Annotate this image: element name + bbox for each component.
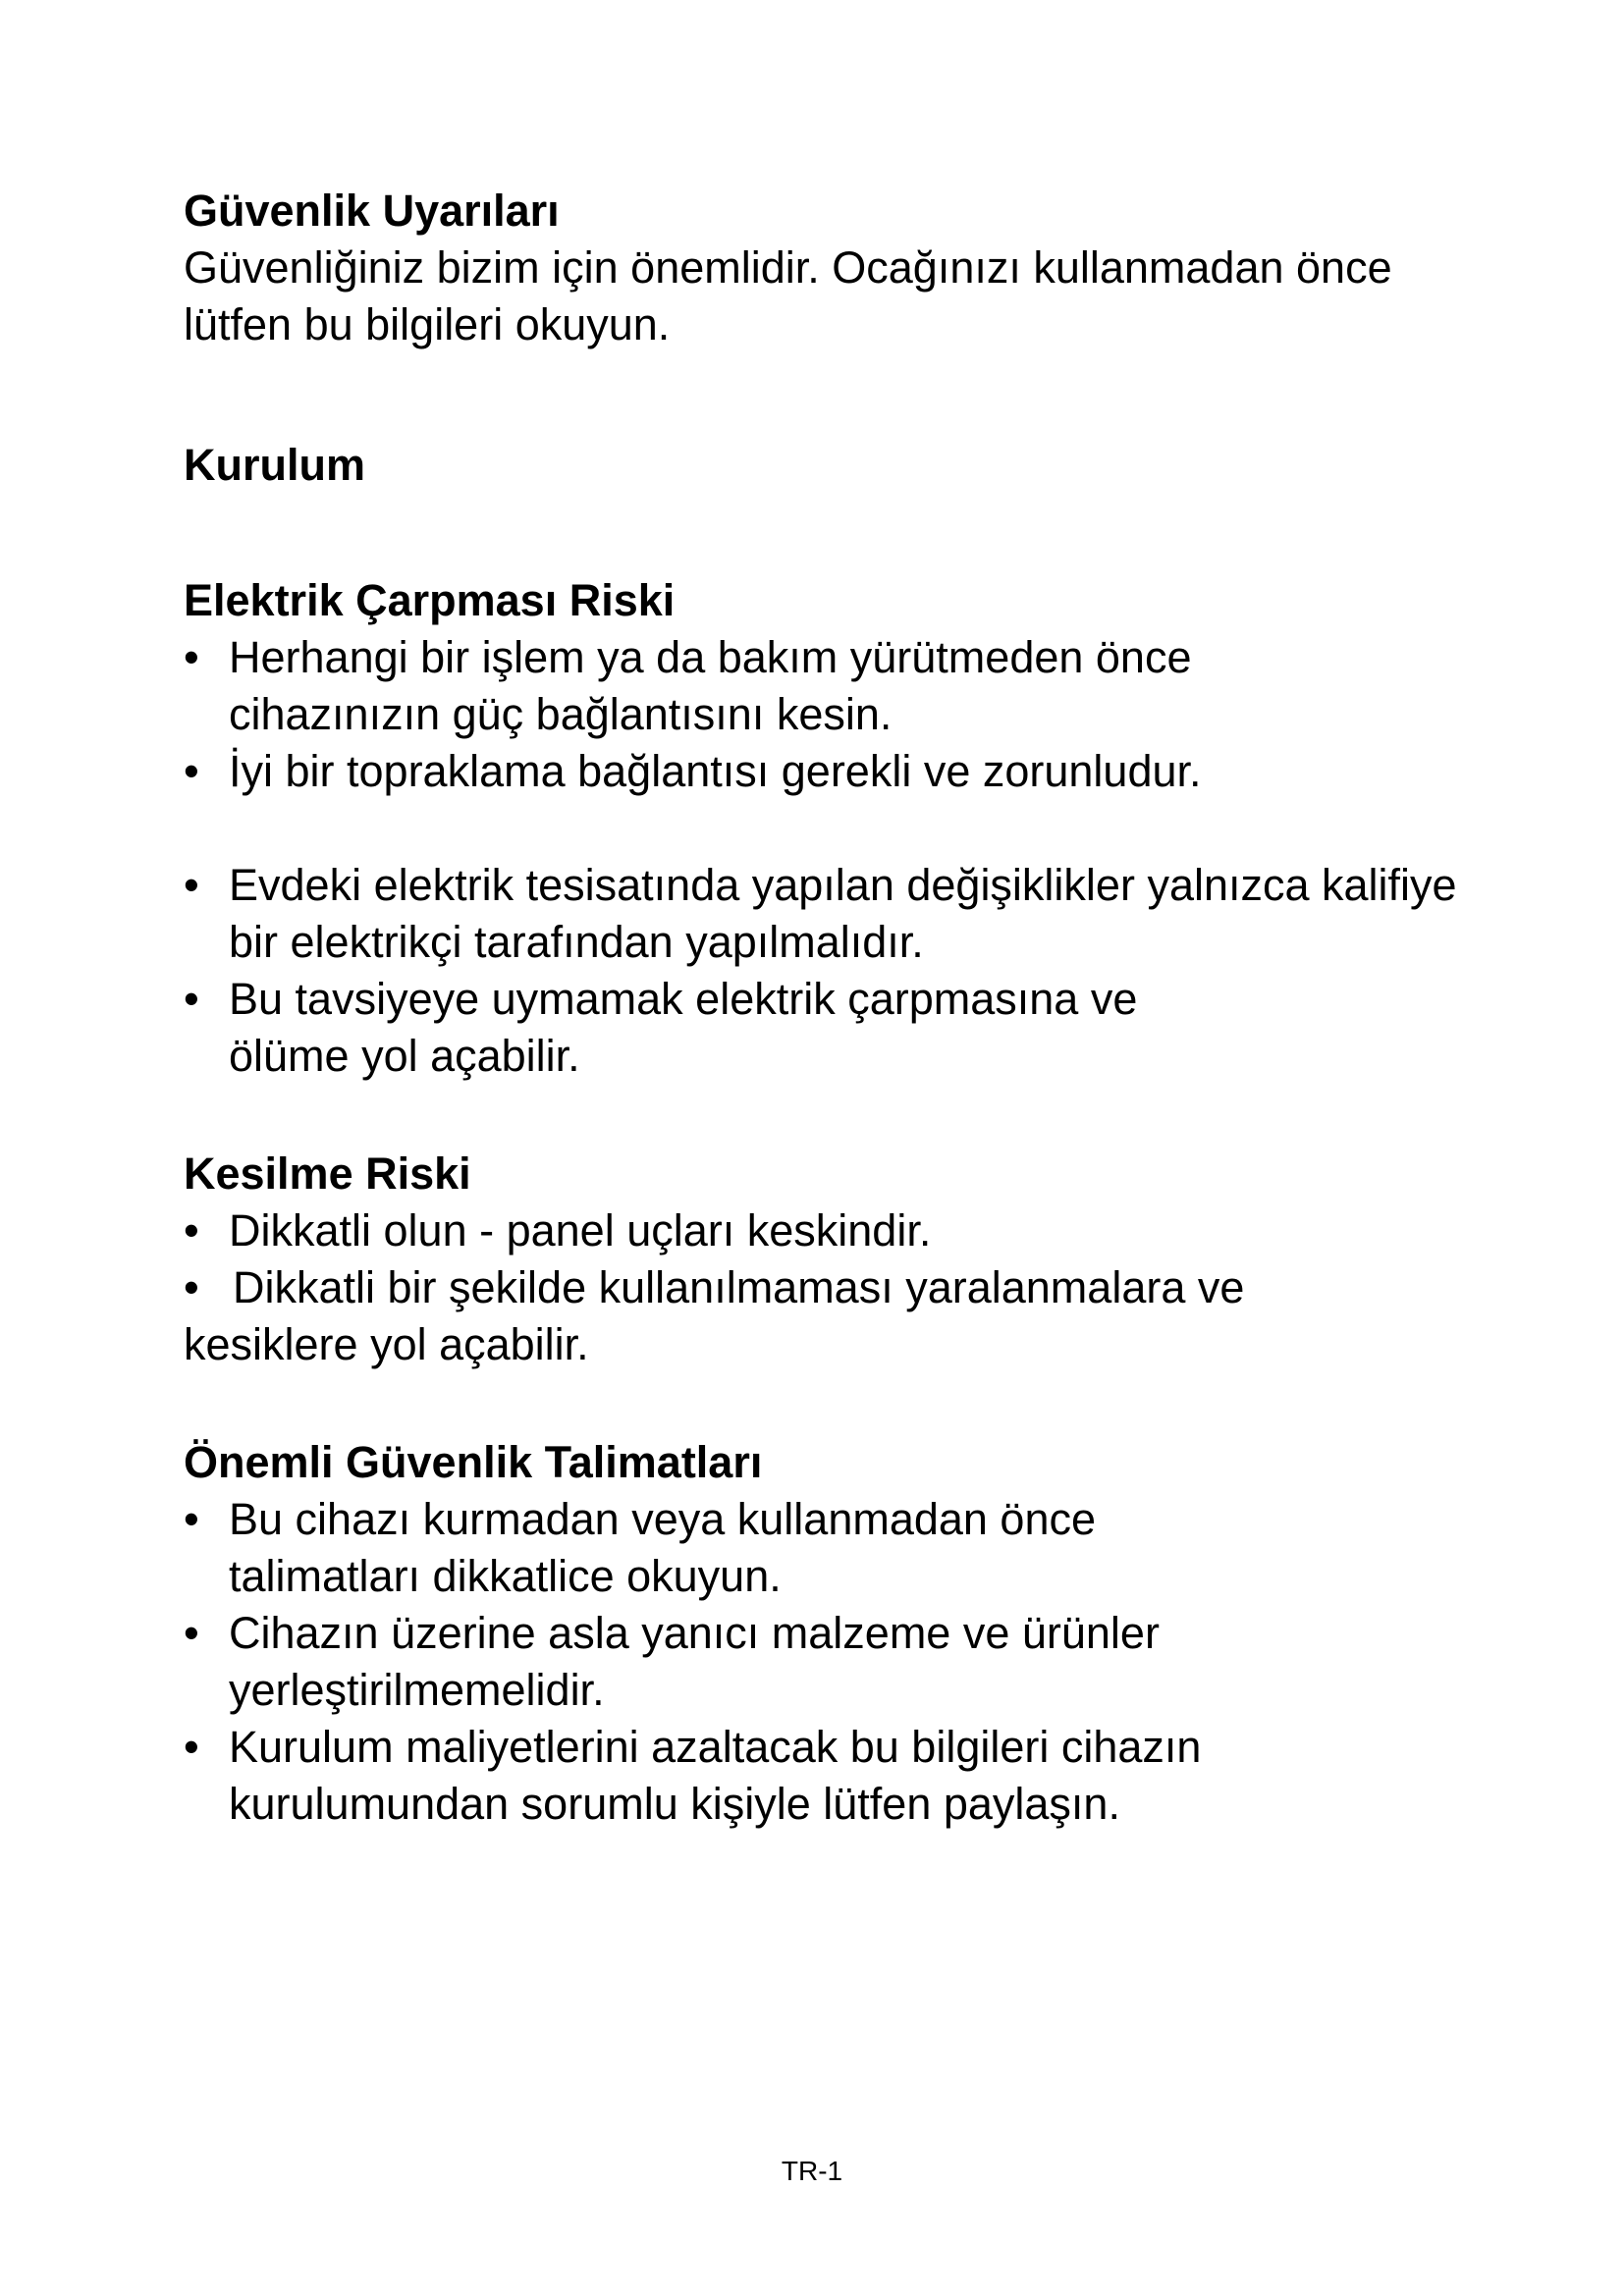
installation-heading: Kurulum [184,440,365,490]
list-item-text: Bu tavsiyeye uymamak elektrik çarpmasına ve ölüme yol açabilir. [229,974,1138,1081]
cut-risk-list [184,1202,1480,1373]
list-item [184,857,1505,971]
list-item [184,1259,1411,1373]
safety-warnings-heading: Güvenlik Uyarıları [184,186,560,236]
electric-shock-heading: Elektrik Çarpması Riski [184,575,676,625]
document-page [184,183,1480,1833]
bullet-icon: • [184,1262,199,1312]
list-item-text: Dikkatli olun - panel uçları keskindir. [229,1205,932,1255]
bullet-icon: • [184,860,199,910]
list-item [184,1605,1338,1719]
list-item [184,1202,1480,1259]
important-instructions-list [184,1491,1480,1833]
list-item-text: Bu cihazı kurmadan veya kullanmadan önce talimatları dikkatlice okuyun. [229,1494,1097,1601]
list-item-text: Herhangi bir işlem ya da bakım yürütmeden önce cihazınızın güç bağlantısını kesin. [229,632,1192,739]
list-item [184,971,1270,1085]
list-item [184,1719,1387,1833]
list-item-text: Dikkatli bir şekilde kullanılmaması yaralanmalara ve kesiklere yol açabilir. [184,1262,1245,1369]
cut-risk-section [184,1146,1480,1373]
safety-warnings-section [184,183,1480,353]
list-item-text: İyi bir topraklama bağlantısı gerekli ve zorunludur. [229,746,1202,796]
list-item [184,1491,1250,1605]
bullet-icon: • [184,1608,199,1658]
cut-risk-heading: Kesilme Riski [184,1148,471,1199]
important-instructions-heading: Önemli Güvenlik Talimatları [184,1437,763,1487]
list-item [184,743,1480,800]
electric-shock-section [184,572,1480,1085]
list-item-text: Evdeki elektrik tesisatında yapılan değişiklikler yalnızca kalifiye bir elektrikçi tarafından yapılmalıdır. [229,860,1457,967]
electric-shock-list [184,629,1480,1085]
list-item [184,629,1358,743]
list-item-text: Cihazın üzerine asla yanıcı malzeme ve ürünler yerleştirilmemelidir. [229,1608,1160,1715]
bullet-icon: • [184,632,199,682]
bullet-icon: • [184,1494,199,1544]
bullet-icon: • [184,1205,199,1255]
safety-warnings-intro: Güvenliğiniz bizim için önemlidir. Ocağınızı kullanmadan önce lütfen bu bilgileri okuyun. [184,242,1392,349]
bullet-icon: • [184,1722,199,1772]
list-item-text: Kurulum maliyetlerini azaltacak bu bilgileri cihazın kurulumundan sorumlu kişiyle lütfen paylaşın. [229,1722,1202,1829]
page-number: TR-1 [781,2156,843,2186]
bullet-icon: • [184,974,199,1024]
installation-section [184,437,1480,494]
bullet-icon: • [184,746,199,796]
important-instructions-section [184,1434,1480,1833]
